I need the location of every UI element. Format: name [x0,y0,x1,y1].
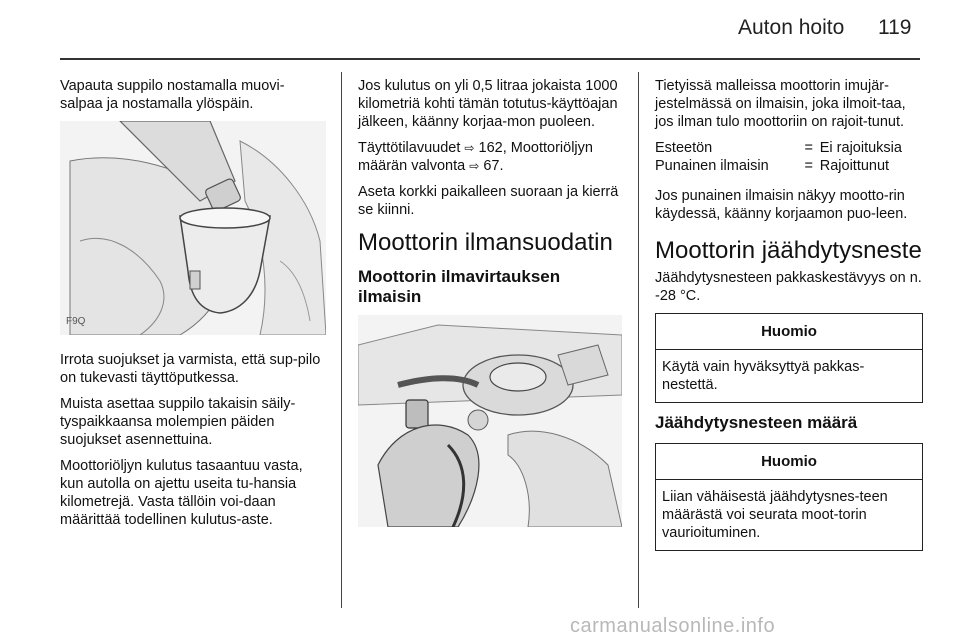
indicator-status-table [655,139,923,175]
reference-text-middle: , Moottoriöljyn määrän valvonta [358,140,593,174]
column-1 [60,77,326,537]
intro-paragraph: Vapauta suppilo nostamalla muovi-salpaa ja nostamalla ylöspäin. [60,78,285,112]
figure-code: F9Q [66,316,86,327]
paragraph-2: Muista asettaa suppilo takaisin säily-tyspaikkaansa molempien päiden suojukset asennettuina. [60,396,296,448]
column-3 [655,77,923,561]
paragraph-3: Moottoriöljyn kulutus tasaantuu vasta, kun autolla on ajettu useita tu-hansia kilometrejä. Vasta tällöin voi-daan määrittää todellinen kulutus-aste. [60,458,303,528]
subheading-coolant-level: Jäähdytysnesteen määrä [655,413,858,432]
page-reference-link[interactable]: 67 [483,158,500,174]
page-reference-link[interactable]: 162 [478,140,503,156]
section-heading-air-filter: Moottorin ilmansuodatin [358,229,613,256]
notice-title: Huomio [656,444,922,480]
equals-sign: = [804,140,813,156]
page-number: 119 [878,16,912,39]
red-indicator-paragraph: Jos punainen ilmaisin näkyy mootto-rin käydessä, käänny korjaamon puo-leen. [655,188,908,222]
reference-paragraph [358,139,624,175]
page-reference-arrow-icon: ⇨ [464,141,475,155]
notice-body: Käytä vain hyväksyttyä pakkas-nestettä. [662,359,865,393]
cap-paragraph: Aseta korkki paikalleen suoraan ja kierrä se kiinni. [358,184,619,218]
frost-resistance-paragraph: Jäähdytysnesteen pakkaskestävyys on n. -28 °C. [655,270,922,304]
reference-text-suffix: . [499,158,504,174]
status-value: Rajoittunut [819,158,890,174]
notice-title: Huomio [656,314,922,350]
section-heading-coolant: Moottorin jäähdytysneste [655,237,922,264]
reference-text-prefix: Täyttötilavuudet [358,140,461,156]
funnel-drawing [60,121,326,335]
paragraph-1: Irrota suojukset ja varmista, että sup-pilo on tukevasti täyttöputkessa. [60,352,321,386]
equals-sign: = [804,158,813,174]
column-2 [358,77,624,527]
page-reference-arrow-icon: ⇨ [469,159,480,173]
notice-body: Liian vähäisestä jäähdytysnes-teen määrästä voi seurata moot-torin vaurioituminen. [662,489,888,541]
notice-box-1 [655,313,923,403]
column-divider-right [638,72,639,608]
header-rule [60,58,920,60]
consumption-paragraph: Jos kulutus on yli 0,5 litraa jokaista 1000 kilometriä kohti tämän totutus-käyttöajan jälkeen, käänny korjaa-mon puoleen. [358,78,618,130]
funnel-illustration [60,121,326,335]
status-value: Ei rajoituksia [819,140,902,156]
table-row [655,139,923,157]
page-header-title: Auton hoito [738,16,845,39]
status-label: Esteetön [655,140,713,156]
column-divider-left [341,72,342,608]
notice-box-2 [655,443,923,551]
status-label: Punainen ilmaisin [655,158,769,174]
indicator-paragraph: Tietyissä malleissa moottorin imujär-jestelmässä on ilmaisin, joka ilmoit-taa, jos ilman tulo moottoriin on rajoit-tunut. [655,78,906,130]
table-row [655,157,923,175]
subheading-airflow-indicator: Moottorin ilmavirtauksen ilmaisin [358,267,561,306]
watermark-text: carmanualsonline.info [570,615,776,637]
air-indicator-illustration [358,315,622,527]
air-indicator-drawing [358,315,622,527]
